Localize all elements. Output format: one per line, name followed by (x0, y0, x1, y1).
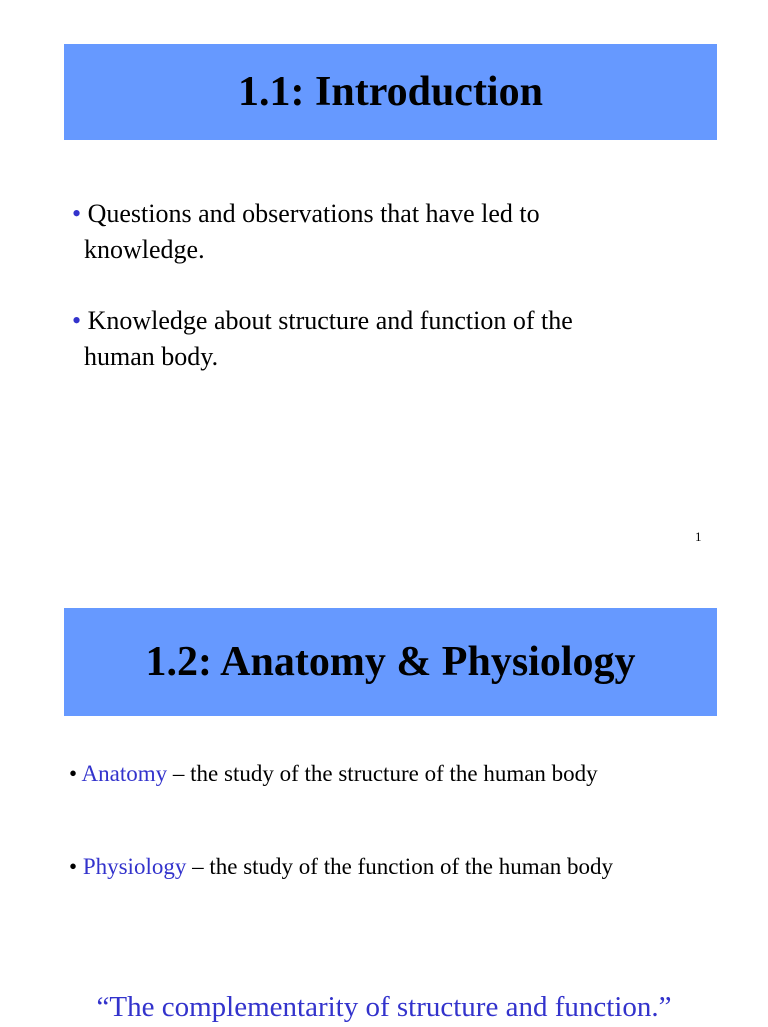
bullet-marker: • (72, 306, 82, 335)
anatomy-definition (69, 759, 598, 789)
bullet-text-line1: Knowledge about structure and function of the (87, 306, 573, 335)
physiology-definition (69, 852, 613, 882)
physiology-definition-text: – the study of the function of the human body (186, 854, 614, 879)
bullet-text-line2: knowledge. (84, 235, 205, 264)
bullet-text-line1: Questions and observations that have led to (87, 199, 540, 228)
slide1-page-number: 1 (695, 529, 702, 544)
bullet-marker: • (69, 854, 78, 879)
physiology-term: Physiology (82, 854, 187, 879)
slide2-title: 1.2: Anatomy & Physiology (145, 639, 636, 685)
anatomy-definition-text: – the study of the structure of the human body (167, 761, 598, 786)
bullet-marker: • (69, 761, 78, 786)
slide1-bullet-2 (72, 303, 692, 375)
anatomy-term: Anatomy (81, 761, 168, 786)
slide1-bullet-1 (72, 196, 692, 268)
bullet-text-line2: human body. (84, 342, 219, 371)
slide2-title-bar (64, 608, 717, 716)
slide1-title: 1.1: Introduction (238, 69, 543, 115)
bullet-marker: • (72, 199, 82, 228)
complementarity-quote: “The complementarity of structure and function.” (96, 991, 672, 1023)
slide1-title-bar (64, 44, 717, 140)
